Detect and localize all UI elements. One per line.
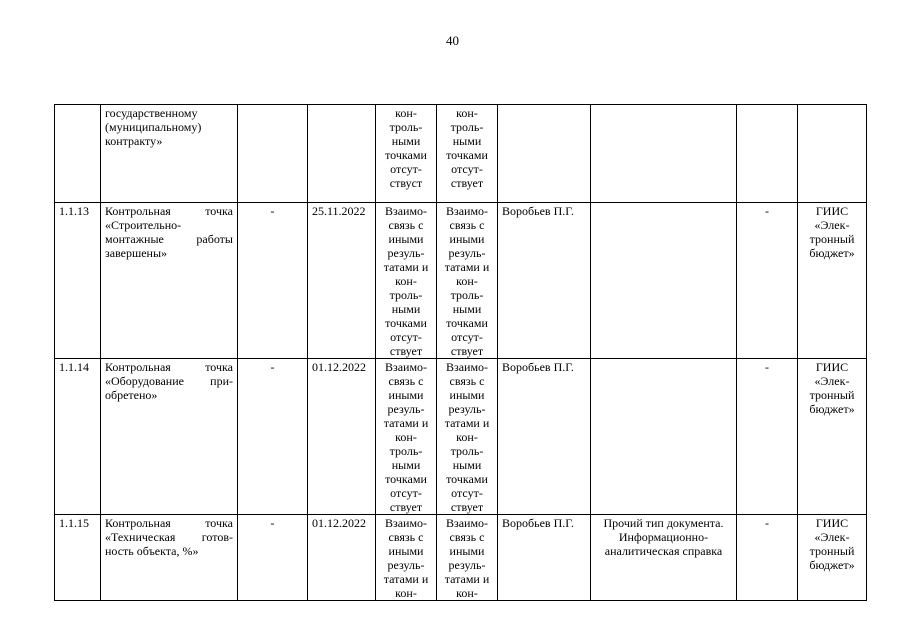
relation-line: Взаимо- [384,516,428,530]
relation-line: точками [446,316,488,330]
control-points-table [54,104,867,601]
cell-responsible: Воробьев П.Г. [498,203,591,359]
table-row [55,515,867,601]
relation-line: отсут- [390,330,422,344]
relation-line: иными [388,232,424,246]
cell-relation-previous [376,359,437,515]
system-line: «Элек- [814,218,850,232]
relation-line: резуль- [387,558,425,572]
relation-line: точками [446,148,488,162]
cell-document [591,203,737,359]
relation-line: точками [385,148,427,162]
name-word: работы [196,232,233,246]
relation-line: троль- [389,120,423,134]
table-body [55,105,867,601]
table-row [55,359,867,515]
cell-name [101,515,238,601]
system-line: ГИИС [815,204,849,218]
relation-line: резуль- [387,246,425,260]
system-line: бюджет» [809,558,855,572]
relation-line: кон- [395,274,417,288]
relation-line: Взаимо- [384,360,428,374]
name-line [105,530,233,544]
cell-date: 25.11.2022 [308,203,376,359]
cell-relation-next [437,359,498,515]
cell-relation-previous [376,203,437,359]
name-line: «Строительно- [105,218,182,232]
name-line: завершены» [105,246,168,260]
system-line: «Элек- [814,374,850,388]
cell-number: 1.1.14 [55,359,101,515]
relation-line: точками [385,316,427,330]
cell-level: - [737,359,798,515]
cell-date: 01.12.2022 [308,359,376,515]
cell-number [55,105,101,203]
relation-line: резуль- [448,246,486,260]
relation-line: кон- [395,106,417,120]
relation-line: связь с [449,530,485,544]
cell-document [591,515,737,601]
cell-level: - [737,203,798,359]
relation-line: иными [449,388,485,402]
relation-line: точками [446,472,488,486]
relation-line: кон- [395,586,417,600]
name-word: точка [205,360,233,374]
relation-line: татами и [383,416,429,430]
relation-line: ствует [389,344,423,358]
cell-document [591,359,737,515]
relation-line: ствует [450,176,484,190]
name-word: Контрольная [105,360,171,374]
cell-number: 1.1.15 [55,515,101,601]
relation-line: точками [385,472,427,486]
cell-relation-previous [376,105,437,203]
relation-line: троль- [450,288,484,302]
name-line: обретено» [105,388,158,402]
system-line: бюджет» [809,402,855,416]
system-line: тронный [809,232,855,246]
system-line: ГИИС [815,360,849,374]
relation-line: иными [449,232,485,246]
cell-base-value: - [238,515,308,601]
relation-line: ными [452,458,482,472]
cell-information-system [798,359,867,515]
name-line [105,204,233,218]
relation-line: троль- [450,120,484,134]
relation-line: троль- [389,288,423,302]
relation-line: резуль- [448,558,486,572]
cell-information-system [798,515,867,601]
relation-line: отсут- [390,486,422,500]
name-line [105,374,233,388]
name-line: контракту» [105,134,163,148]
name-line: (муниципальному) [105,120,202,134]
system-line: тронный [809,388,855,402]
cell-document [591,105,737,203]
relation-line: связь с [449,374,485,388]
name-word: точка [205,516,233,530]
cell-information-system [798,105,867,203]
relation-line: ными [391,302,421,316]
relation-line: связь с [388,530,424,544]
relation-line: иными [388,388,424,402]
name-line [105,232,233,246]
relation-line: ными [452,134,482,148]
name-word: при- [210,374,233,388]
relation-line: ствуст [389,176,423,190]
system-line: бюджет» [809,246,855,260]
relation-line: ными [452,302,482,316]
relation-line: связь с [449,218,485,232]
relation-line: отсут- [390,162,422,176]
name-line: государственному [105,106,198,120]
cell-base-value: - [238,359,308,515]
relation-line: иными [388,544,424,558]
system-line: «Элек- [814,530,850,544]
cell-base-value [238,105,308,203]
cell-name [101,105,238,203]
cell-number: 1.1.13 [55,203,101,359]
cell-responsible: Воробьев П.Г. [498,359,591,515]
cell-level [737,105,798,203]
relation-line: татами и [444,572,490,586]
page-number: 40 [446,33,459,48]
cell-relation-previous [376,515,437,601]
relation-line: татами и [383,260,429,274]
name-word: Контрольная [105,516,171,530]
cell-date [308,105,376,203]
relation-line: кон- [456,586,478,600]
relation-line: резуль- [387,402,425,416]
relation-line: татами и [444,260,490,274]
cell-name [101,359,238,515]
name-word: точка [205,204,233,218]
name-word: «Оборудование [105,374,184,388]
cell-relation-next [437,515,498,601]
cell-information-system [798,203,867,359]
relation-line: кон- [456,430,478,444]
system-line: тронный [809,544,855,558]
cell-date: 01.12.2022 [308,515,376,601]
cell-level: - [737,515,798,601]
relation-line: связь с [388,374,424,388]
name-line [105,360,233,374]
name-word: монтажные [105,232,164,246]
cell-name [101,203,238,359]
relation-line: троль- [389,444,423,458]
relation-line: татами и [383,572,429,586]
cell-base-value: - [238,203,308,359]
relation-line: Взаимо- [445,204,489,218]
relation-line: кон- [456,274,478,288]
document-line: Информационно- [618,530,709,544]
table-row [55,203,867,359]
relation-line: Взаимо- [384,204,428,218]
relation-line: отсут- [451,330,483,344]
cell-relation-next [437,203,498,359]
relation-line: ствует [450,344,484,358]
relation-line: иными [449,544,485,558]
document-line: Прочий тип документа. [603,516,724,530]
name-line [105,516,233,530]
relation-line: ствует [389,500,423,514]
relation-line: связь с [388,218,424,232]
relation-line: Взаимо- [445,360,489,374]
relation-line: ными [391,458,421,472]
cell-responsible [498,105,591,203]
name-word: Контрольная [105,204,171,218]
cell-relation-next [437,105,498,203]
name-word: готов- [201,530,233,544]
relation-line: ствует [450,500,484,514]
relation-line: кон- [395,430,417,444]
relation-line: кон- [456,106,478,120]
relation-line: ными [391,134,421,148]
cell-responsible: Воробьев П.Г. [498,515,591,601]
relation-line: татами и [444,416,490,430]
table-row [55,105,867,203]
relation-line: резуль- [448,402,486,416]
relation-line: Взаимо- [445,516,489,530]
relation-line: троль- [450,444,484,458]
relation-line: отсут- [451,162,483,176]
name-line: ность объекта, %» [105,544,199,558]
name-word: «Техническая [105,530,176,544]
document-line: аналитическая справка [604,544,723,558]
relation-line: отсут- [451,486,483,500]
system-line: ГИИС [815,516,849,530]
